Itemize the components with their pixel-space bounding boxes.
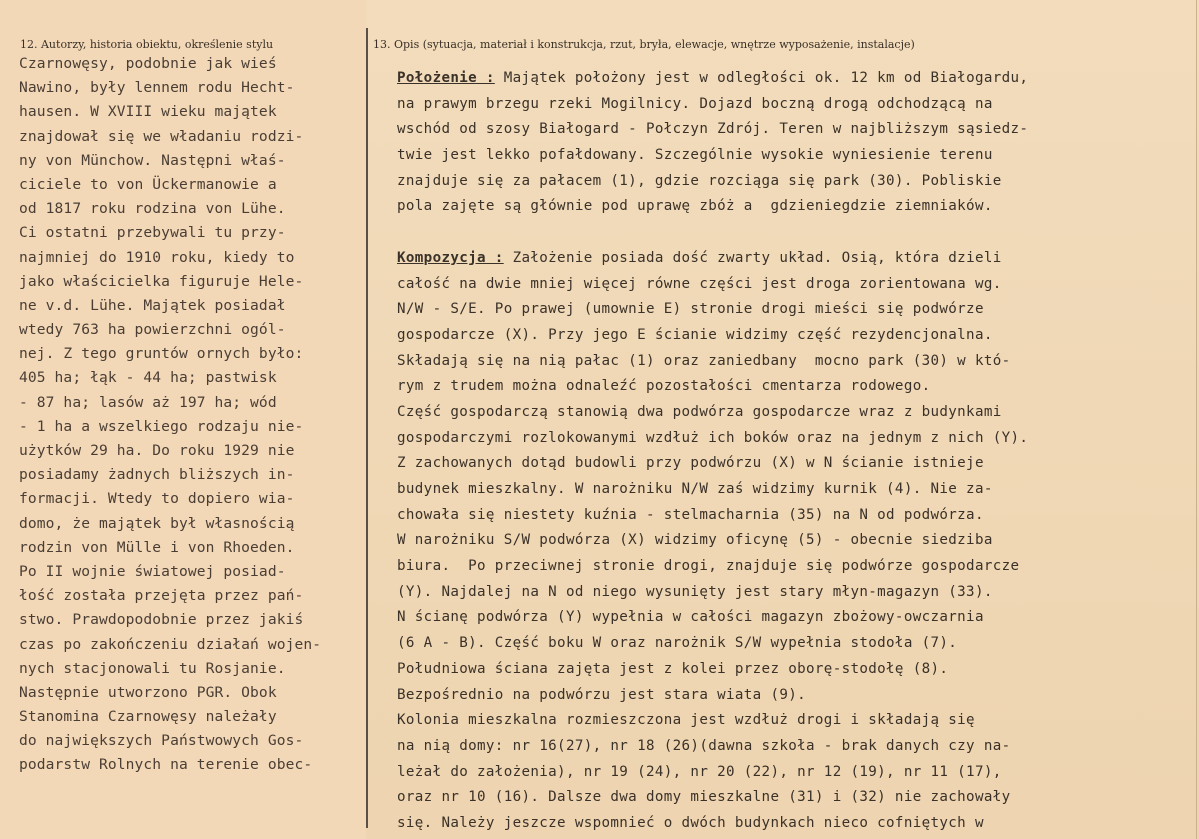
description-line: całość na dwie mniej więcej równe części jest droga zorientowana wg. xyxy=(397,275,1002,292)
paragraph-gap xyxy=(397,220,1187,246)
history-text xyxy=(19,52,364,778)
description-line: Południowa ściana zajęta jest z kolei przez oborę-stodołę (8). xyxy=(397,660,949,677)
description-line: oraz nr 10 (16). Dalsze dwa domy mieszkalne (31) i (32) nie zachowały xyxy=(397,789,1011,806)
section-13-heading: 13. Opis (sytuacja, materiał i konstrukcja, rzut, bryła, elewacje, wnętrze wyposażenie, instalacje) xyxy=(373,38,915,51)
description-line: wschód od szosy Białogard - Połczyn Zdrój. Teren w najbliższym sąsiedz- xyxy=(397,121,1029,138)
history-line: ne v.d. Lühe. Majątek posiadał xyxy=(19,296,286,314)
history-line: domo, że majątek był własnością xyxy=(19,514,295,532)
history-line: hausen. W XVIII wieku majątek xyxy=(19,103,277,121)
polozenie-first-line xyxy=(397,66,1187,92)
history-line: czas po zakończeniu działań wojen- xyxy=(19,635,322,653)
history-line: najmniej do 1910 roku, kiedy to xyxy=(19,248,295,266)
history-line: łość została przejęta przez pań- xyxy=(19,587,304,605)
history-line: nych stacjonowali tu Rosjanie. xyxy=(19,659,286,677)
history-line: ny von Münchow. Następni właś- xyxy=(19,151,286,169)
description-line: budynek mieszkalny. W narożniku N/W zaś widzimy kurnik (4). Nie za- xyxy=(397,481,993,497)
description-line: leżał do założenia), nr 19 (24), nr 20 (22), nr 12 (19), nr 11 (17), xyxy=(397,763,1002,780)
description-line: W narożniku S/W podwórza (X) widzimy oficynę (5) - obecnie siedziba xyxy=(397,532,993,549)
description-line: Z zachowanych dotąd budowli przy podwórzu (X) w N ścianie istnieje xyxy=(397,455,984,472)
history-line: - 87 ha; lasów aż 197 ha; wód xyxy=(19,393,277,411)
history-line: nej. Z tego gruntów ornych było: xyxy=(19,345,304,363)
history-line: Nawino, były lennem rodu Hecht- xyxy=(19,79,295,97)
history-line: stwo. Prawdopodobnie przez jakiś xyxy=(19,611,304,629)
description-line: N ścianę podwórza (Y) wypełnia w całości magazyn zbożowy-owczarnia xyxy=(397,609,984,626)
description-line: znajduje się za pałacem (1), gdzie rozciąga się park (30). Pobliskie xyxy=(397,172,1002,189)
description-line: Składają się na nią pałac (1) oraz zaniedbany mocno park (30) w któ- xyxy=(397,352,1011,369)
column-divider xyxy=(366,28,368,828)
history-line: podarstw Rolnych na terenie obec- xyxy=(19,756,313,774)
history-line: wtedy 763 ha powierzchni ogól- xyxy=(19,321,286,339)
description-line: twie jest lekko pofałdowany. Szczególnie wysokie wyniesienie terenu xyxy=(397,147,993,164)
history-line: do największych Państwowych Gos- xyxy=(19,732,304,750)
history-line: od 1817 roku rodzina von Lühe. xyxy=(19,200,286,218)
polozenie-label: Położenie : xyxy=(397,70,495,86)
history-line: Po II wojnie światowej posiad- xyxy=(19,562,286,580)
description-line: na nią domy: nr 16(27), nr 18 (26)(dawna szkoła - brak danych czy na- xyxy=(397,737,1011,754)
history-line: użytków 29 ha. Do roku 1929 nie xyxy=(19,442,295,459)
history-line: - 1 ha a wszelkiego rodzaju nie- xyxy=(19,417,304,435)
description-line: Kolonia mieszkalna rozmieszczona jest wzdłuż drogi i składają się xyxy=(397,712,975,729)
history-line: posiadamy żadnych bliższych in- xyxy=(19,466,295,484)
history-line: formacji. Wtedy to dopiero wia- xyxy=(19,490,295,508)
history-line: Czarnowęsy, podobnie jak wieś xyxy=(19,55,277,72)
section-12-heading: 12. Autorzy, historia obiektu, określenie stylu xyxy=(20,38,274,51)
description-line: chowała się niestety kuźnia - stelmacharnia (35) na N od podwórza. xyxy=(397,506,984,523)
polozenie-first-text: Majątek położony jest w odległości ok. 12 km od Białogardu, xyxy=(494,70,1029,86)
description-text xyxy=(397,66,1187,837)
kompozycja-first-text: Założenie posiada dość zwarty układ. Osią, która dzieli xyxy=(503,249,1002,266)
description-line: Bezpośrednio na podwórzu jest stara wiata (9). xyxy=(397,686,807,703)
history-line: znajdował się we władaniu rodzi- xyxy=(19,127,304,145)
history-line: 405 ha; łąk - 44 ha; pastwisk xyxy=(19,369,277,387)
history-line: Stanomina Czarnowęsy należały xyxy=(19,708,277,726)
history-line: Następnie utworzono PGR. Obok xyxy=(19,683,277,701)
description-line: biura. Po przeciwnej stronie drogi, znajduje się podwórze gospodarcze xyxy=(397,558,1020,575)
description-line: się. Należy jeszcze wspomnieć o dwóch budynkach nieco cofniętych w xyxy=(397,814,984,831)
kompozycja-first-line xyxy=(397,246,1187,272)
kompozycja-label: Kompozycja : xyxy=(397,249,504,266)
description-line: pola zajęte są głównie pod uprawę zbóż a gdzieniegdzie ziemniaków. xyxy=(397,198,993,215)
history-line: rodzin von Mülle i von Rhoeden. xyxy=(19,538,295,556)
history-line: Ci ostatni przebywali tu przy- xyxy=(19,224,286,242)
history-line: ciciele to von Ückermanowie a xyxy=(19,175,277,193)
card-edge xyxy=(1196,0,1197,839)
description-line: rym z trudem można odnaleźć pozostałości cmentarza rodowego. xyxy=(397,378,931,395)
description-line: (Y). Najdalej na N od niego wysunięty jest stary młyn-magazyn (33). xyxy=(397,583,993,600)
history-line: jako właścicielka figuruje Hele- xyxy=(19,272,304,290)
description-line: gospodarcze (X). Przy jego E ścianie widzimy część rezydencjonalna. xyxy=(397,326,993,343)
description-line: na prawym brzegu rzeki Mogilnicy. Dojazd boczną drogą odchodzącą na xyxy=(397,95,993,112)
description-line: gospodarczymi rozlokowanymi wzdłuż ich boków oraz na jednym z nich (Y). xyxy=(397,429,1029,446)
description-line: Część gospodarczą stanowią dwa podwórza gospodarcze wraz z budynkami xyxy=(397,403,1002,420)
description-line: (6 A - B). Część boku W oraz narożnik S/W wypełnia stodoła (7). xyxy=(397,635,958,652)
description-line: N/W - S/E. Po prawej (umownie E) stronie drogi mieści się podwórze xyxy=(397,301,984,318)
